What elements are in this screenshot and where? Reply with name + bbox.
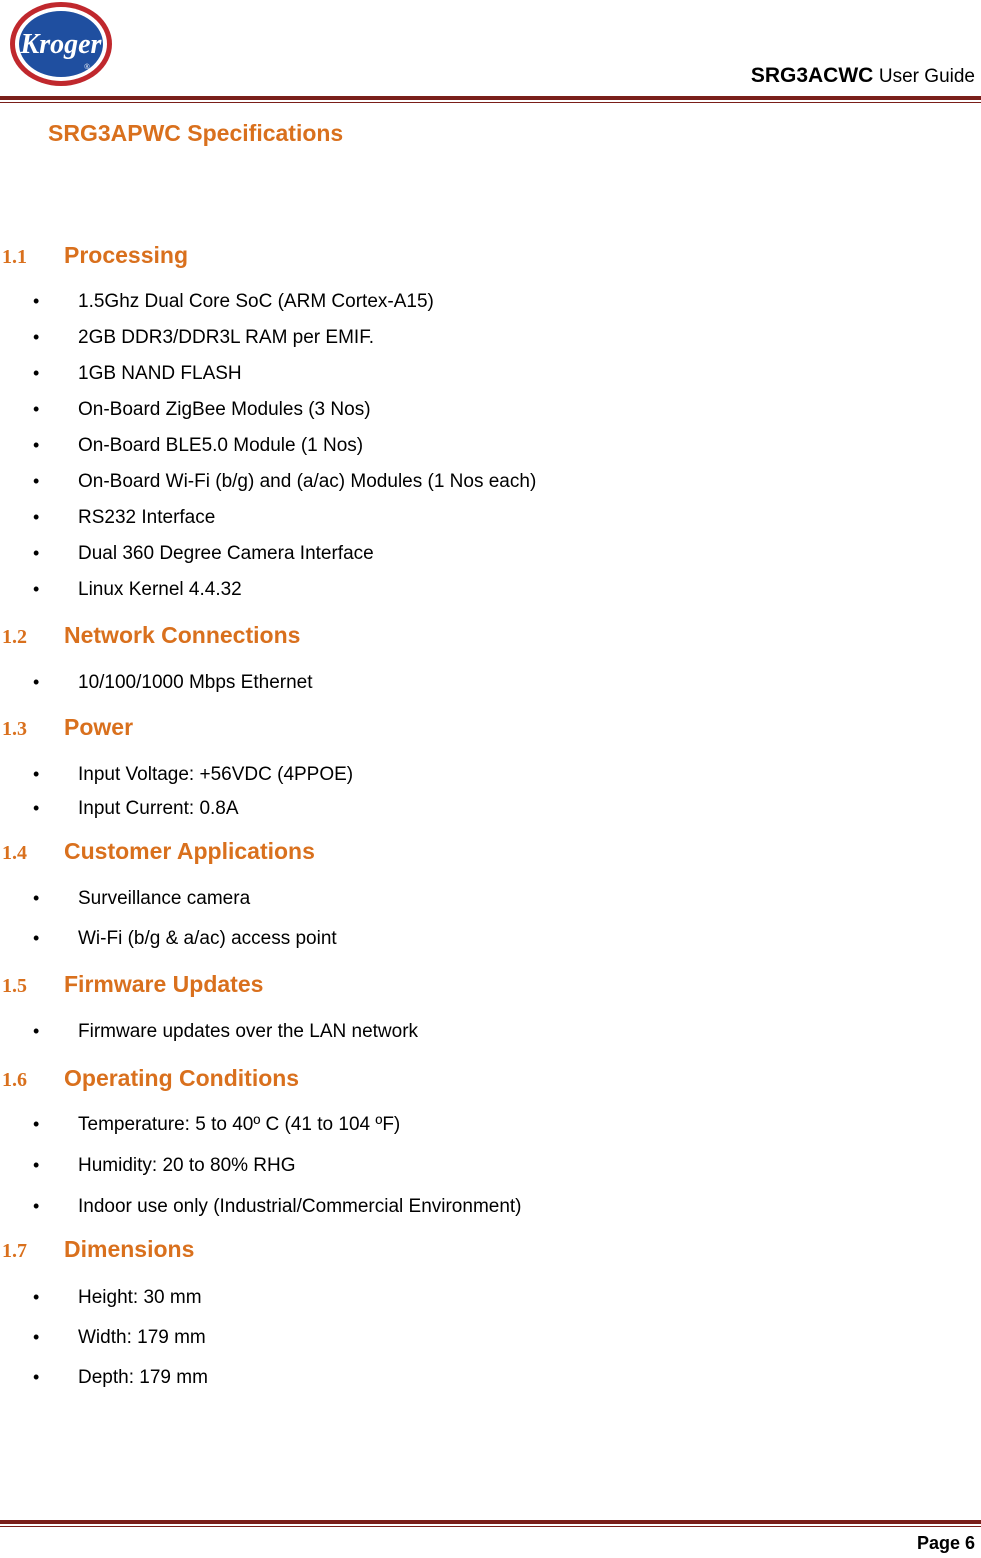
section-number: 1.3 (2, 718, 27, 740)
list-item: • Linux Kernel 4.4.32 (33, 579, 242, 600)
svg-text:Kroger: Kroger (20, 29, 102, 60)
list-item: • On-Board ZigBee Modules (3 Nos) (33, 399, 371, 420)
list-item: • Width: 179 mm (33, 1327, 206, 1348)
bullet-icon: • (33, 507, 40, 527)
bullet-icon: • (33, 471, 40, 491)
section-number: 1.4 (2, 842, 27, 864)
svg-text:®: ® (84, 64, 90, 71)
bullet-icon: • (33, 1021, 40, 1041)
section-title: Dimensions (64, 1236, 195, 1262)
header-guide: User Guide (878, 66, 975, 87)
section-title: Network Connections (64, 622, 301, 648)
list-item: • Humidity: 20 to 80% RHG (33, 1155, 296, 1176)
bullet-icon: • (33, 543, 40, 563)
list-item: • Depth: 179 mm (33, 1367, 208, 1388)
section-number: 1.2 (2, 626, 27, 648)
header-model: SRG3ACWC (750, 64, 874, 87)
section-title: Operating Conditions (64, 1065, 300, 1091)
bullet-icon: • (33, 888, 40, 908)
list-item: • Indoor use only (Industrial/Commercial Environment) (33, 1196, 522, 1217)
bullet-icon: • (33, 327, 40, 347)
bullet-icon: • (33, 1327, 40, 1347)
section-number: 1.7 (2, 1240, 27, 1262)
section-number: 1.6 (2, 1069, 27, 1091)
list-item: • Temperature: 5 to 40º C (41 to 104 ºF) (33, 1114, 401, 1135)
bullet-icon: • (33, 1367, 40, 1387)
section-firmware-updates (0, 971, 981, 1057)
list-item: • Dual 360 Degree Camera Interface (33, 543, 374, 564)
list-item: • Height: 30 mm (33, 1287, 202, 1308)
bullet-icon: • (33, 399, 40, 419)
section-dimensions (0, 1236, 981, 1407)
bullet-icon: • (33, 928, 40, 948)
list-item: • RS232 Interface (33, 507, 216, 528)
list-item: • 2GB DDR3/DDR3L RAM per EMIF. (33, 327, 374, 348)
list-item: • Wi-Fi (b/g & a/ac) access point (33, 928, 337, 949)
document-header-title (751, 64, 975, 88)
bullet-icon: • (33, 435, 40, 455)
kroger-logo (9, 1, 113, 87)
list-item: • 1GB NAND FLASH (33, 363, 242, 384)
bullet-icon: • (33, 1155, 40, 1175)
section-network-connections (0, 622, 981, 708)
section-title: Power (64, 714, 134, 740)
section-title: Processing (64, 242, 188, 268)
bullet-icon: • (33, 764, 40, 784)
bullet-icon: • (33, 1114, 40, 1134)
section-operating-conditions (0, 1065, 981, 1237)
list-item: • On-Board Wi-Fi (b/g) and (a/ac) Modules (1 Nos each) (33, 471, 537, 492)
list-item: • On-Board BLE5.0 Module (1 Nos) (33, 435, 364, 456)
page-number: Page 6 (916, 1533, 975, 1553)
bullet-icon: • (33, 291, 40, 311)
list-item: • Input Voltage: +56VDC (4PPOE) (33, 764, 354, 785)
section-processing (0, 242, 981, 615)
list-item: • Surveillance camera (33, 888, 251, 909)
bullet-icon: • (33, 363, 40, 383)
bullet-icon: • (33, 1287, 40, 1307)
list-item: • Input Current: 0.8A (33, 798, 239, 819)
list-item: • 1.5Ghz Dual Core SoC (ARM Cortex-A15) (33, 291, 434, 312)
header-rule (0, 96, 981, 103)
section-power (0, 714, 981, 832)
footer-rule (0, 1520, 981, 1527)
section-number: 1.1 (2, 246, 27, 268)
bullet-icon: • (33, 1196, 40, 1216)
document-title: SRG3APWC Specifications (48, 120, 344, 146)
bullet-icon: • (33, 798, 40, 818)
list-item: • 10/100/1000 Mbps Ethernet (33, 672, 313, 693)
bullet-icon: • (33, 672, 40, 692)
bullet-icon: • (33, 579, 40, 599)
section-number: 1.5 (2, 975, 27, 997)
section-title: Customer Applications (64, 838, 315, 864)
list-item: • Firmware updates over the LAN network (33, 1021, 419, 1042)
section-title: Firmware Updates (64, 971, 264, 997)
section-customer-applications (0, 838, 981, 968)
